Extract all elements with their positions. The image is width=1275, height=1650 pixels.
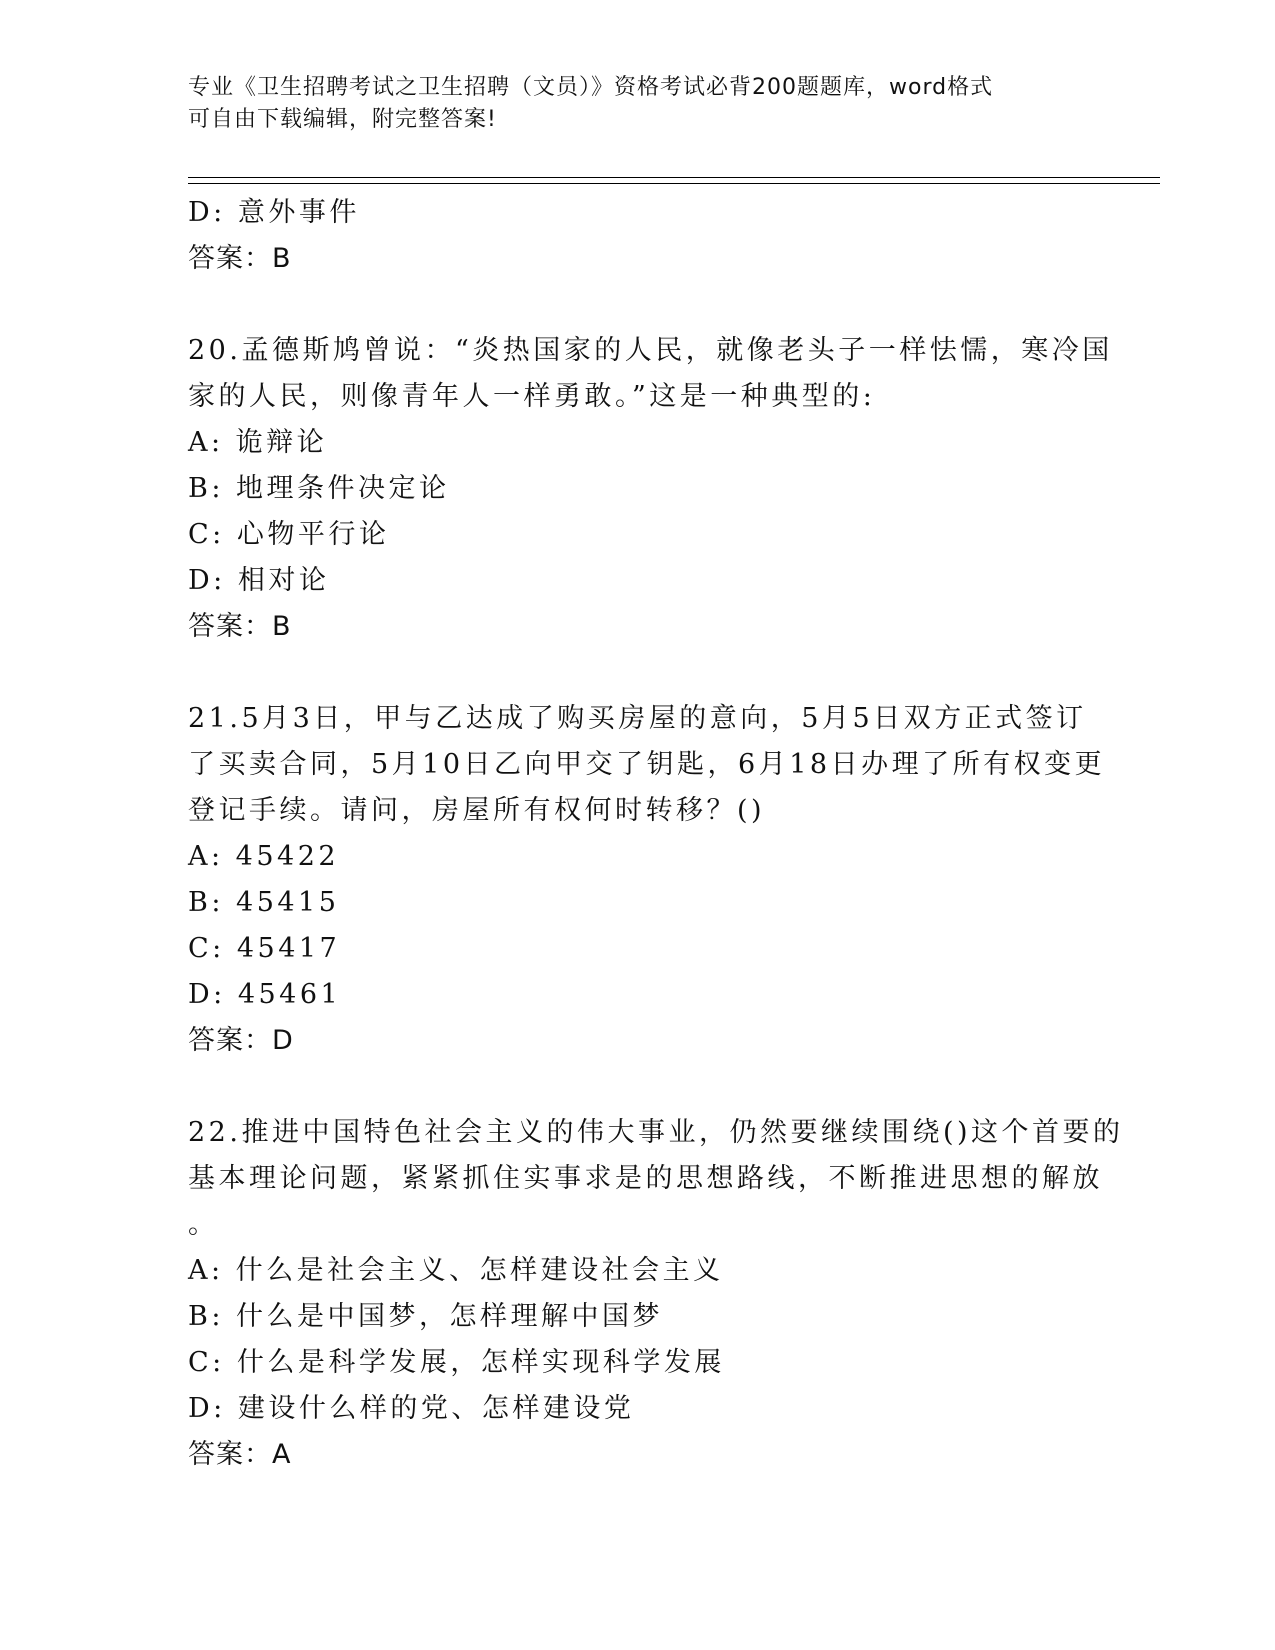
option-a: A: 45422 xyxy=(188,841,340,872)
question-20 xyxy=(188,328,1113,650)
header-rule-top xyxy=(188,177,1160,178)
question-stem-line: 21.5月3日，甲与乙达成了购买房屋的意向，5月5日双方正式签订 xyxy=(188,703,1087,734)
question-22 xyxy=(188,1110,1124,1478)
question-stem-line: 20.孟德斯鸠曾说：“炎热国家的人民，就像老头子一样怯懦，寒冷国 xyxy=(188,335,1113,366)
answer-line: 答案：D xyxy=(188,1025,294,1056)
spacer xyxy=(188,282,1088,328)
option-d: D: 45461 xyxy=(188,979,342,1010)
question-stem-line: 了买卖合同，5月10日乙向甲交了钥匙，6月18日办理了所有权变更 xyxy=(188,749,1106,780)
option-b: B: 什么是中国梦，怎样理解中国梦 xyxy=(188,1301,664,1332)
option-d: D: 意外事件 xyxy=(188,197,360,228)
question-stem-line: 家的人民，则像青年人一样勇敢。”这是一种典型的: xyxy=(188,381,876,412)
option-c: C: 心物平行论 xyxy=(188,519,390,550)
option-b: B: 地理条件决定论 xyxy=(188,473,450,504)
header-title-line-1: 专业《卫生招聘考试之卫生招聘（文员）》资格考试必背200题题库，word格式 xyxy=(188,75,994,100)
option-d: D: 相对论 xyxy=(188,565,330,596)
question-stem-line: 22.推进中国特色社会主义的伟大事业，仍然要继续围绕()这个首要的 xyxy=(188,1117,1124,1148)
option-a: A: 诡辩论 xyxy=(188,427,328,458)
question-stem-line: 基本理论问题，紧紧抓住实事求是的思想路线，不断推进思想的解放 xyxy=(188,1163,1103,1194)
spacer xyxy=(188,1064,1088,1110)
question-21 xyxy=(188,696,1106,1064)
spacer xyxy=(188,650,1088,696)
header-title-line-2: 可自由下载编辑，附完整答案! xyxy=(188,107,497,132)
option-c: C: 什么是科学发展，怎样实现科学发展 xyxy=(188,1347,725,1378)
option-a: A: 什么是社会主义、怎样建设社会主义 xyxy=(188,1255,724,1286)
page-header xyxy=(188,72,1088,136)
document-body xyxy=(188,190,1124,1478)
answer-line: 答案：B xyxy=(188,611,292,642)
previous-question-tail xyxy=(188,190,1088,282)
answer-line: 答案：B xyxy=(188,243,292,274)
option-b: B: 45415 xyxy=(188,887,340,918)
answer-line: 答案：A xyxy=(188,1439,292,1470)
header-rule-bottom xyxy=(188,183,1160,184)
question-stem-line: 登记手续。请问，房屋所有权何时转移？() xyxy=(188,795,766,826)
option-d: D: 建设什么样的党、怎样建设党 xyxy=(188,1393,635,1424)
question-stem-line: 。 xyxy=(188,1209,219,1240)
option-c: C: 45417 xyxy=(188,933,341,964)
